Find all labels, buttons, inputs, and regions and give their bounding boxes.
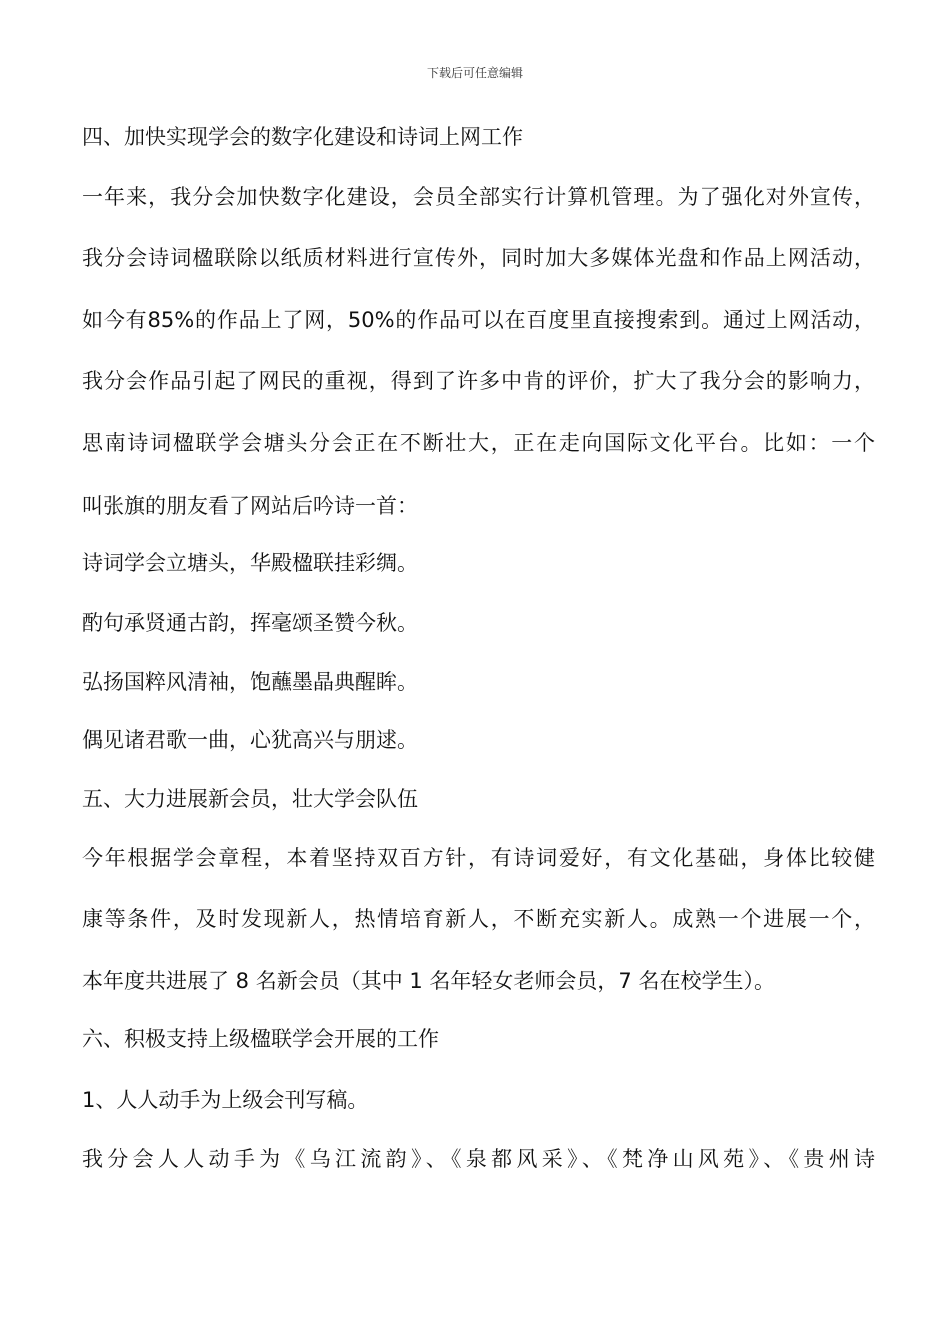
- poem-line: 诗词学会立塘头，华殿楹联挂彩绸。: [82, 551, 418, 575]
- paragraph-line: 叫张旗的朋友看了网站后吟诗一首：: [82, 494, 418, 518]
- section-heading-6: 六、积极支持上级楹联学会开展的工作: [82, 1027, 439, 1051]
- paragraph-line: 如今有85%的作品上了网，50%的作品可以在百度里直接搜索到。通过上网活动，: [82, 308, 875, 332]
- paragraph-line: 康等条件，及时发现新人，热情培育新人，不断充实新人。成熟一个进展一个，: [82, 907, 875, 931]
- paragraph-line: 我分会作品引起了网民的重视，得到了许多中肯的评价，扩大了我分会的影响力，: [82, 369, 875, 393]
- paragraph-line: 本年度共进展了 8 名新会员（其中 1 名年轻女老师会员，7 名在校学生）。: [82, 969, 775, 993]
- poem-line: 弘扬国粹风清袖，饱蘸墨晶典醒眸。: [82, 670, 418, 694]
- section-heading-5: 五、大力进展新会员，壮大学会队伍: [82, 787, 418, 811]
- paragraph-line: 思南诗词楹联学会塘头分会正在不断壮大，正在走向国际文化平台。比如：一个: [82, 431, 875, 455]
- poem-line: 酌句承贤通古韵，挥毫颂圣赞今秋。: [82, 611, 418, 635]
- paragraph-line: 我分会诗词楹联除以纸质材料进行宣传外，同时加大多媒体光盘和作品上网活动，: [82, 246, 875, 270]
- page-header-note: 下载后可任意编辑: [426, 66, 523, 80]
- paragraph-line: 我分会人人动手为《乌江流韵》、《泉都风采》、《梵净山风苑》、《贵州诗: [82, 1147, 875, 1171]
- subsection-heading-1: 1、人人动手为上级会刊写稿。: [82, 1088, 369, 1112]
- paragraph-line: 今年根据学会章程，本着坚持双百方针，有诗词爱好，有文化基础，身体比较健: [82, 846, 875, 870]
- section-heading-4: 四、加快实现学会的数字化建设和诗词上网工作: [82, 125, 523, 149]
- poem-line: 偶见诸君歌一曲，心犹高兴与朋逑。: [82, 728, 418, 752]
- paragraph-line: 一年来，我分会加快数字化建设，会员全部实行计算机管理。为了强化对外宣传，: [82, 185, 875, 209]
